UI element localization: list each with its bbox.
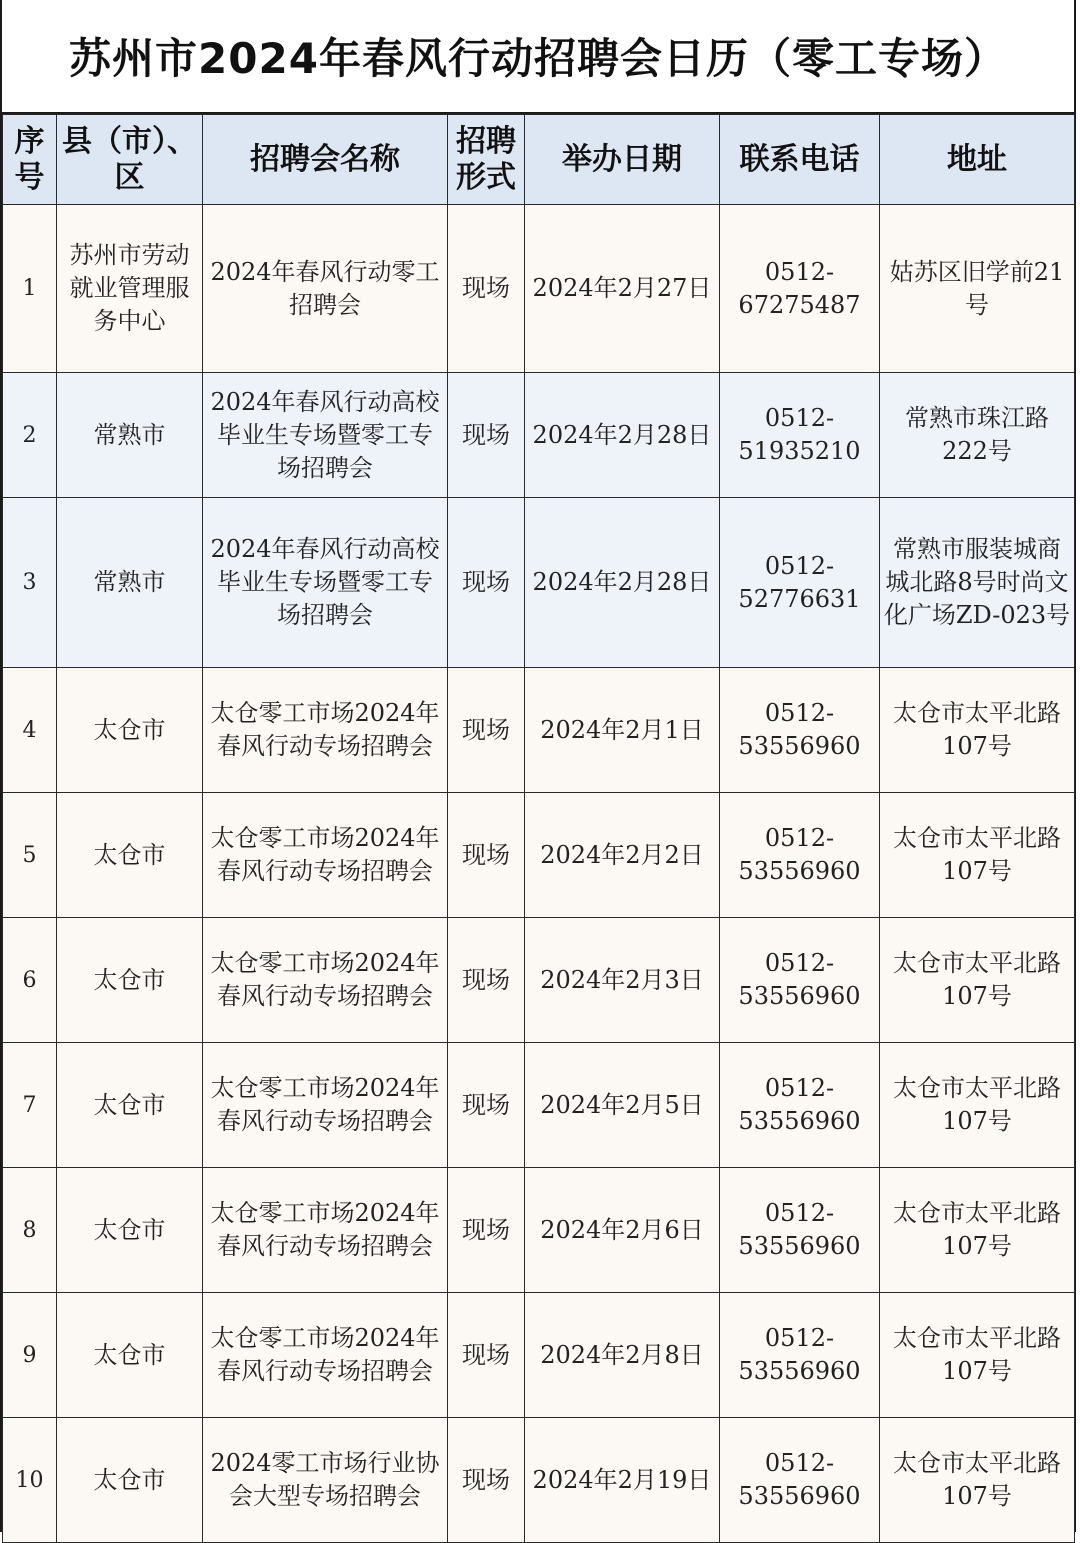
cell-phone: 0512-67275487 bbox=[720, 205, 880, 373]
cell-no: 3 bbox=[3, 498, 57, 668]
cell-district: 常熟市 bbox=[57, 373, 203, 498]
cell-date: 2024年2月6日 bbox=[525, 1168, 720, 1293]
cell-district: 太仓市 bbox=[57, 918, 203, 1043]
cell-date: 2024年2月19日 bbox=[525, 1418, 720, 1543]
cell-date: 2024年2月28日 bbox=[525, 373, 720, 498]
cell-no: 1 bbox=[3, 205, 57, 373]
cell-date: 2024年2月3日 bbox=[525, 918, 720, 1043]
cell-address: 常熟市服装城商城北路8号时尚文化广场ZD-023号 bbox=[880, 498, 1075, 668]
cell-district: 太仓市 bbox=[57, 1043, 203, 1168]
cell-district: 常熟市 bbox=[57, 498, 203, 668]
cell-form: 现场 bbox=[448, 668, 525, 793]
header-row bbox=[3, 115, 1075, 205]
cell-fair-name: 太仓零工市场2024年春风行动专场招聘会 bbox=[203, 1293, 448, 1418]
cell-no: 10 bbox=[3, 1418, 57, 1543]
job-fair-calendar-table bbox=[2, 114, 1075, 1543]
header-no: 序号 bbox=[3, 115, 57, 205]
cell-address: 太仓市太平北路107号 bbox=[880, 793, 1075, 918]
table-row bbox=[3, 793, 1075, 918]
cell-address: 姑苏区旧学前21号 bbox=[880, 205, 1075, 373]
cell-date: 2024年2月1日 bbox=[525, 668, 720, 793]
cell-form: 现场 bbox=[448, 498, 525, 668]
cell-address: 常熟市珠江路222号 bbox=[880, 373, 1075, 498]
cell-no: 8 bbox=[3, 1168, 57, 1293]
cell-fair-name: 2024年春风行动零工招聘会 bbox=[203, 205, 448, 373]
table-row bbox=[3, 1168, 1075, 1293]
cell-phone: 0512-53556960 bbox=[720, 918, 880, 1043]
header-phone: 联系电话 bbox=[720, 115, 880, 205]
table-row bbox=[3, 918, 1075, 1043]
cell-date: 2024年2月5日 bbox=[525, 1043, 720, 1168]
table-row bbox=[3, 668, 1075, 793]
cell-fair-name: 太仓零工市场2024年春风行动专场招聘会 bbox=[203, 918, 448, 1043]
cell-fair-name: 2024年春风行动高校毕业生专场暨零工专场招聘会 bbox=[203, 498, 448, 668]
table-row bbox=[3, 373, 1075, 498]
cell-no: 4 bbox=[3, 668, 57, 793]
cell-no: 5 bbox=[3, 793, 57, 918]
cell-form: 现场 bbox=[448, 1418, 525, 1543]
cell-form: 现场 bbox=[448, 373, 525, 498]
cell-form: 现场 bbox=[448, 793, 525, 918]
cell-form: 现场 bbox=[448, 205, 525, 373]
table-row bbox=[3, 498, 1075, 668]
cell-address: 太仓市太平北路107号 bbox=[880, 1418, 1075, 1543]
cell-fair-name: 太仓零工市场2024年春风行动专场招聘会 bbox=[203, 668, 448, 793]
cell-phone: 0512-52776631 bbox=[720, 498, 880, 668]
cell-address: 太仓市太平北路107号 bbox=[880, 918, 1075, 1043]
cell-phone: 0512-53556960 bbox=[720, 1168, 880, 1293]
cell-phone: 0512-53556960 bbox=[720, 1043, 880, 1168]
cell-form: 现场 bbox=[448, 1168, 525, 1293]
cell-fair-name: 2024年春风行动高校毕业生专场暨零工专场招聘会 bbox=[203, 373, 448, 498]
cell-phone: 0512-53556960 bbox=[720, 793, 880, 918]
cell-district: 太仓市 bbox=[57, 1293, 203, 1418]
cell-form: 现场 bbox=[448, 1293, 525, 1418]
cell-date: 2024年2月8日 bbox=[525, 1293, 720, 1418]
table-row bbox=[3, 1043, 1075, 1168]
cell-phone: 0512-53556960 bbox=[720, 668, 880, 793]
cell-date: 2024年2月28日 bbox=[525, 498, 720, 668]
cell-fair-name: 2024零工市场行业协会大型专场招聘会 bbox=[203, 1418, 448, 1543]
cell-phone: 0512-53556960 bbox=[720, 1293, 880, 1418]
cell-no: 2 bbox=[3, 373, 57, 498]
cell-form: 现场 bbox=[448, 918, 525, 1043]
header-form: 招聘形式 bbox=[448, 115, 525, 205]
cell-fair-name: 太仓零工市场2024年春风行动专场招聘会 bbox=[203, 1043, 448, 1168]
table-row bbox=[3, 1293, 1075, 1418]
table-row bbox=[3, 1418, 1075, 1543]
cell-no: 7 bbox=[3, 1043, 57, 1168]
cell-phone: 0512-51935210 bbox=[720, 373, 880, 498]
cell-district: 太仓市 bbox=[57, 1168, 203, 1293]
cell-form: 现场 bbox=[448, 1043, 525, 1168]
cell-address: 太仓市太平北路107号 bbox=[880, 1043, 1075, 1168]
cell-district: 太仓市 bbox=[57, 668, 203, 793]
cell-date: 2024年2月27日 bbox=[525, 205, 720, 373]
cell-district: 苏州市劳动就业管理服务中心 bbox=[57, 205, 203, 373]
table-row bbox=[3, 205, 1075, 373]
cell-district: 太仓市 bbox=[57, 1418, 203, 1543]
document-title: 苏州市2024年春风行动招聘会日历（零工专场） bbox=[2, 0, 1074, 114]
cell-phone: 0512-53556960 bbox=[720, 1418, 880, 1543]
cell-date: 2024年2月2日 bbox=[525, 793, 720, 918]
cell-address: 太仓市太平北路107号 bbox=[880, 1168, 1075, 1293]
header-district: 县（市）、区 bbox=[57, 115, 203, 205]
cell-district: 太仓市 bbox=[57, 793, 203, 918]
header-fair-name: 招聘会名称 bbox=[203, 115, 448, 205]
cell-fair-name: 太仓零工市场2024年春风行动专场招聘会 bbox=[203, 1168, 448, 1293]
header-date: 举办日期 bbox=[525, 115, 720, 205]
cell-address: 太仓市太平北路107号 bbox=[880, 668, 1075, 793]
cell-no: 9 bbox=[3, 1293, 57, 1418]
header-address: 地址 bbox=[880, 115, 1075, 205]
cell-fair-name: 太仓零工市场2024年春风行动专场招聘会 bbox=[203, 793, 448, 918]
cell-no: 6 bbox=[3, 918, 57, 1043]
cell-address: 太仓市太平北路107号 bbox=[880, 1293, 1075, 1418]
